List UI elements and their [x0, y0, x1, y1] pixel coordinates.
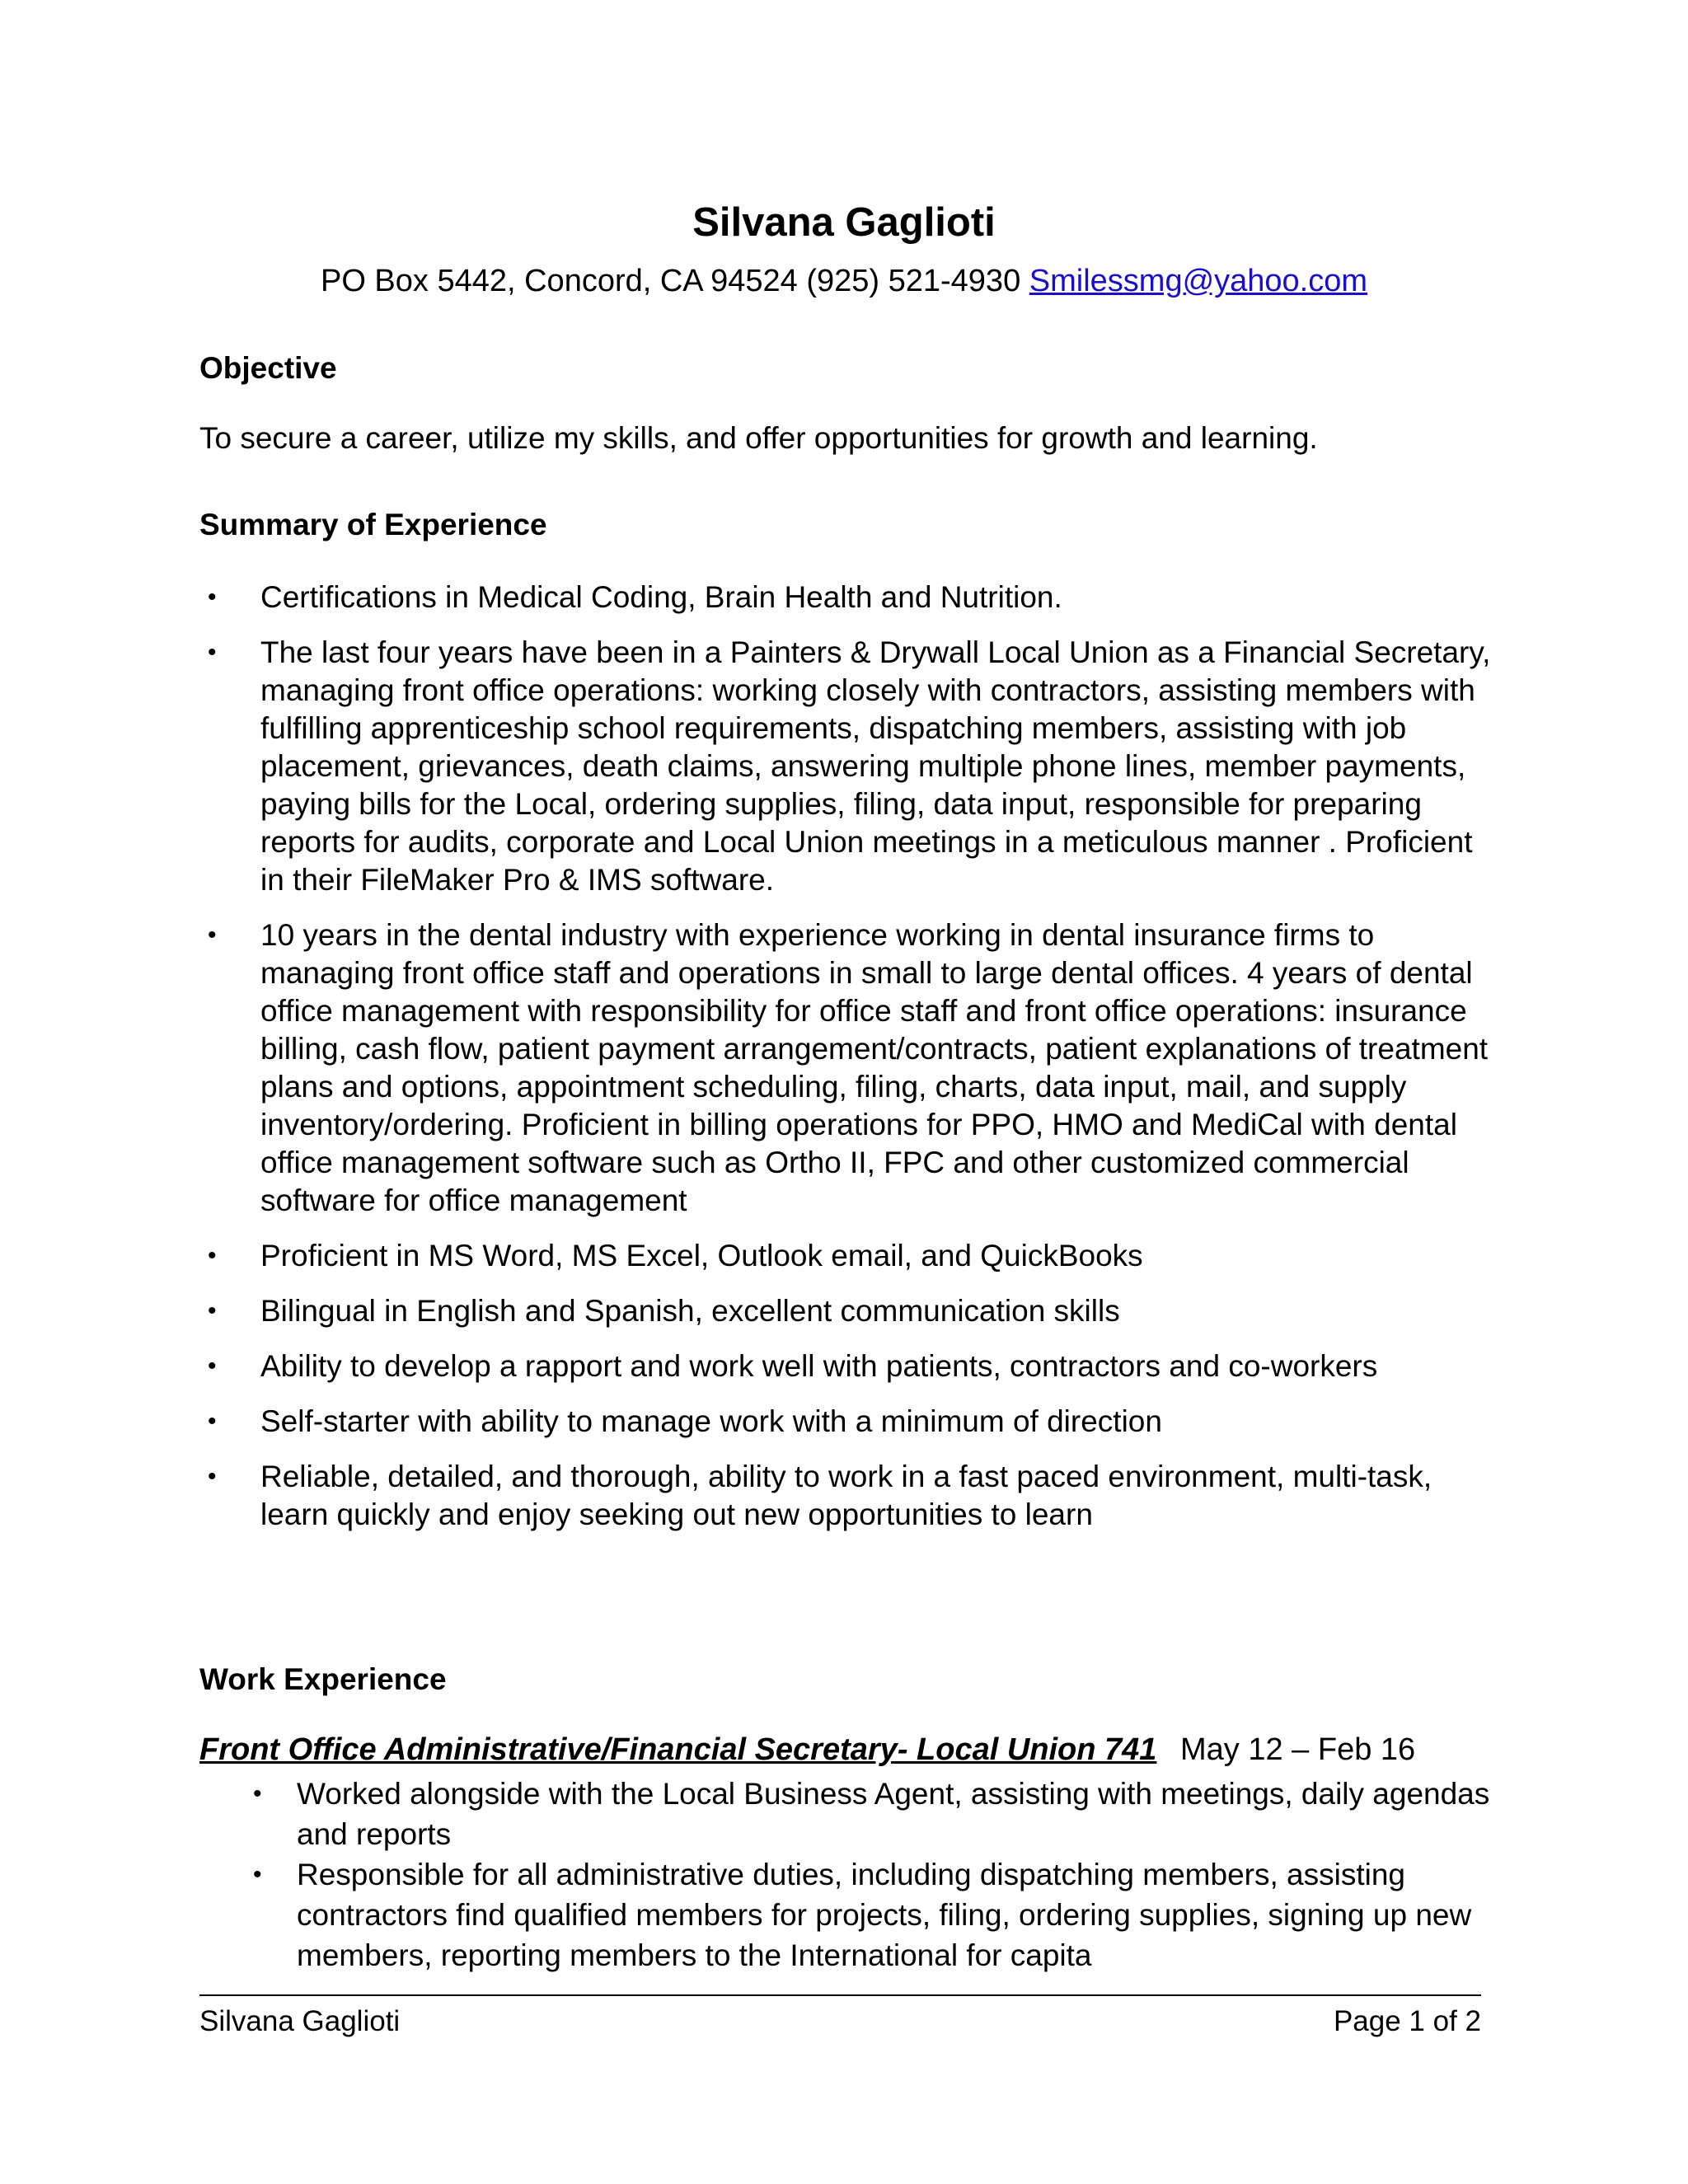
list-item	[199, 1854, 1502, 1975]
bullet-icon: •	[208, 583, 217, 611]
list-item	[199, 1458, 1502, 1534]
job-duty-text: Responsible for all administrative duties, including dispatching members, assisting contractors find qualified members for projects, filing, ordering supplies, signing up new members, reporting members to the International for capita	[297, 1858, 1472, 1972]
objective-heading: Objective	[199, 351, 337, 385]
bullet-icon: •	[208, 1297, 217, 1324]
bullet-icon: •	[253, 1861, 262, 1888]
job-title: Front Office Administrative/Financial Secretary- Local Union 741	[199, 1732, 1157, 1767]
summary-heading: Summary of Experience	[199, 508, 547, 541]
contact-line	[0, 262, 1688, 300]
footer-page-number: Page 1 of 2	[1333, 2005, 1481, 2037]
summary-item-text: Self-starter with ability to manage work with a minimum of direction	[260, 1404, 1162, 1438]
list-item	[199, 1347, 1502, 1385]
address-phone: PO Box 5442, Concord, CA 94524 (925) 521-4930	[320, 264, 1021, 298]
list-item	[199, 1237, 1502, 1275]
bullet-icon: •	[208, 1352, 217, 1380]
summary-item-text: Reliable, detailed, and thorough, ability to work in a fast paced environment, multi-task, learn quickly and enjoy seeking out new opportunities to learn	[260, 1460, 1432, 1531]
job-title-line	[199, 1731, 1415, 1769]
footer-divider	[199, 1994, 1481, 1996]
job-duty-text: Worked alongside with the Local Business Agent, assisting with meetings, daily agendas and reports	[297, 1777, 1490, 1851]
list-item	[199, 1403, 1502, 1441]
job-duties-list	[199, 1774, 1502, 1975]
list-item	[199, 634, 1502, 899]
summary-item-text: Ability to develop a rapport and work well with patients, contractors and co-workers	[260, 1349, 1378, 1383]
list-item	[199, 1774, 1502, 1854]
summary-item-text: Bilingual in English and Spanish, excellent communication skills	[260, 1294, 1120, 1328]
summary-item-text: Certifications in Medical Coding, Brain Health and Nutrition.	[260, 580, 1062, 614]
bullet-icon: •	[208, 1463, 217, 1490]
email-link[interactable]: Smilessmg@yahoo.com	[1029, 264, 1368, 298]
bullet-icon: •	[253, 1780, 262, 1807]
list-item	[199, 1292, 1502, 1330]
objective-text: To secure a career, utilize my skills, and offer opportunities for growth and learning.	[199, 421, 1318, 455]
summary-list	[199, 579, 1502, 1551]
bullet-icon: •	[208, 1408, 217, 1435]
list-item	[199, 916, 1502, 1220]
summary-item-text: The last four years have been in a Painters & Drywall Local Union as a Financial Secretary, managing front office operations: working closely with contractors, assisting members with fulfilling apprenticeship school requirements, dispatching members, assisting with job placement, grievances, death claims, answering multiple phone lines, member payments, paying bills for the Local, ordering supplies, filing, data input, responsible for preparing reports for audits, corporate and Local Union meetings in a meticulous manner . Proficient in their FileMaker Pro & IMS software.	[260, 635, 1491, 897]
job-dates: May 12 – Feb 16	[1180, 1732, 1416, 1767]
work-heading: Work Experience	[199, 1662, 447, 1696]
bullet-icon: •	[208, 921, 217, 949]
bullet-icon: •	[208, 1242, 217, 1269]
summary-item-text: 10 years in the dental industry with experience working in dental insurance firms to managing front office staff and operations in small to large dental offices. 4 years of dental office management with responsibility for office staff and front office operations: insurance billing, cash flow, patient payment arrangement/contracts, patient explanations of treatment plans and options, appointment scheduling, filing, charts, data input, mail, and supply inventory/ordering. Proficient in billing operations for PPO, HMO and MediCal with dental office management software such as Ortho II, FPC and other customized commercial software for office management	[260, 918, 1489, 1217]
list-item	[199, 579, 1502, 616]
summary-item-text: Proficient in MS Word, MS Excel, Outlook email, and QuickBooks	[260, 1239, 1143, 1272]
candidate-name: Silvana Gaglioti	[692, 200, 996, 245]
footer-name: Silvana Gaglioti	[199, 2005, 401, 2037]
bullet-icon: •	[208, 639, 217, 666]
